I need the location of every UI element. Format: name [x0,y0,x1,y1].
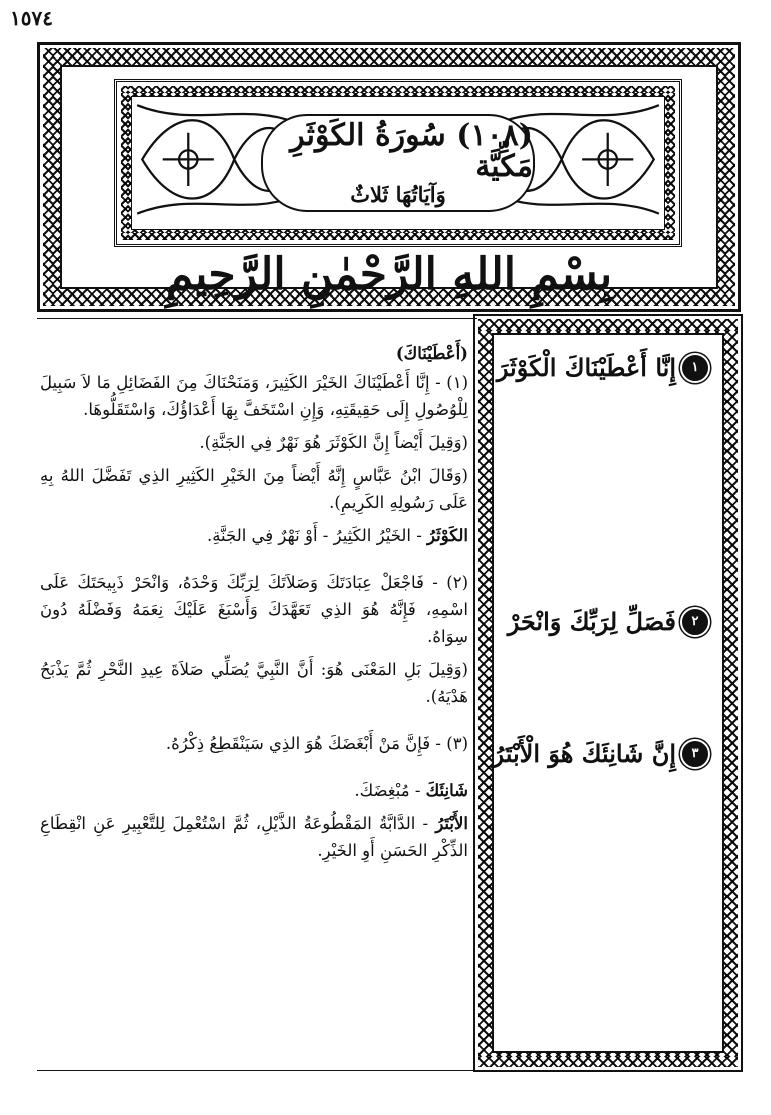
commentary-column [40,340,468,870]
glossary-term: شَانِئَكَ [425,781,468,800]
glossary-definition: - الدَّابَّةُ المَقْطُوعَةُ الذَّيْلِ، ثُمَّ اسْتُعْمِلَ لِلتَّعْبِيرِ عَنِ انْقِطَاعِ الذِّكْرِ الحَسَنِ أَوِ الخَيْرِ. [40,814,468,860]
top-divider [37,318,477,319]
glossary-entry [40,810,468,864]
glossary-term: الأَبْتَرُ [435,814,468,833]
header-panel [60,65,718,300]
basmala: بِسْمِ اللهِ الرَّحْمٰنِ الرَّحِيمِ [165,249,613,300]
title-arabesque-panel [131,96,665,230]
verse-text: فَصَلِّ لِرَبِّكَ وَانْحَرْ [507,607,676,636]
verse-text: إِنَّا أَعْطَيْنَاكَ الْكَوْثَرَ [496,353,676,382]
commentary-heading: (أَعْطَيْنَاكَ) [395,344,468,363]
glossary-entry [40,522,468,549]
surah-title-medallion [261,114,535,212]
commentary-paragraph: (وَقِيلَ بَلِ المَعْنَى هُوَ: أَنَّ النَّبِيَّ يُصَلِّي صَلاَةَ عِيدِ النَّحْرِ ثُمَّ يَذْبَحُ هَدْيَهُ). [40,660,468,706]
verse-text: إِنَّ شَانِئَكَ هُوَ الْأَبْتَرُ [492,739,676,768]
verse-number-marker: ١ [682,355,708,381]
verse-number-marker: ٣ [682,741,708,767]
verse-2 [508,607,708,636]
verse-number-marker: ٢ [682,609,708,635]
header-frame [37,42,741,312]
surah-verse-count: وَآيَاتُهَا ثَلاثٌ [350,181,446,207]
commentary-paragraph: (١) - إِنَّا أَعْطَيْنَاكَ الخَيْرَ الكَثِيرَ، وَمَنَحْنَاكَ مِنَ الفَضَائِلِ مَا لاَ سَبِيلَ لِلْوُصُولِ إِلَى حَقِيقَتِهِ، وَإِنِ اسْتَخَفَّ بِهَا أَعْدَاؤُكَ، وَاسْتَقَلُّوهَا. [40,373,468,419]
commentary-paragraph: (وَقِيلَ أَيْضاً إِنَّ الكَوْثَرَ هُوَ نَهْرٌ فِي الجَنَّةِ). [199,433,468,452]
quran-text-frame [473,314,743,1072]
bottom-divider [37,1070,477,1071]
glossary-entry [40,777,468,804]
quran-text-panel [492,333,724,1053]
glossary-term: الكَوْثَرُ [427,526,468,545]
commentary-paragraph: (٢) - فَاجْعَلْ عِبَادَتَكَ وَصَلاَتَكَ لِرَبِّكَ وَحْدَهُ، وَانْحَرْ ذَبِيحَتَكَ عَلَى اسْمِهِ، فَإِنَّهُ هُوَ الذِي تَعَهَّدَكَ وَأَسْبَغَ عَلَيْكَ نِعَمَهُ وَفَضْلَهُ دُونَ سِوَاهُ. [40,573,468,646]
page-number: ١٥٧٤ [10,6,53,30]
commentary-paragraph: (٣) - فَإِنَّ مَنْ أَبْغَضَكَ هُوَ الذِي سَيَنْقَطِعُ ذِكْرُهُ. [165,734,468,753]
commentary-paragraph: (وَقَالَ ابْنُ عَبَّاسٍ إِنَّهُ أَيْضاً مِنَ الخَيْرِ الكَثِيرِ الذِي تَفَضَّلَ اللهُ بِهِ عَلَى رَسُولِهِ الكَرِيمِ). [40,466,468,512]
verse-1 [497,353,708,382]
title-cartouche [114,79,682,247]
glossary-definition: - الخَيْرُ الكَثِيرُ - أَوْ نَهْرٌ فِي الجَنَّةِ. [206,526,422,545]
surah-title: (١٠٨) سُورَةُ الكَوْثَرِ مَكِّيَّة [290,117,533,185]
verse-3 [492,739,708,768]
glossary-definition: - مُبْغِضَكَ. [354,781,421,800]
